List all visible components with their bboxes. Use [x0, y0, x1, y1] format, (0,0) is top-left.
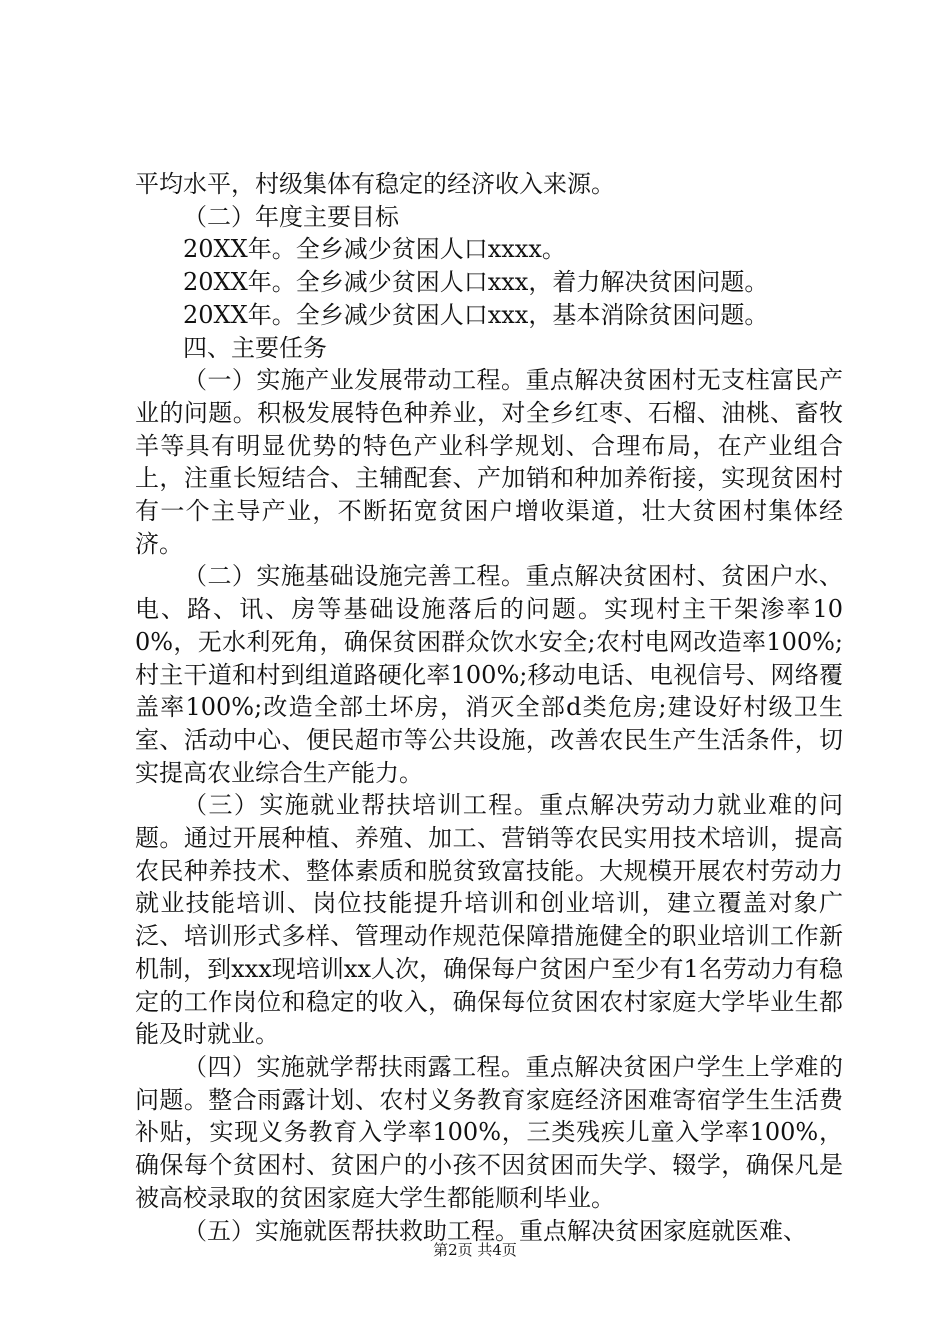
paragraph-medical-support-project: （五）实施就医帮扶救助工程。重点解决贫困家庭就医难、 — [183, 1216, 807, 1245]
document-body — [135, 168, 843, 1247]
paragraph-infrastructure-project: （二）实施基础设施完善工程。重点解决贫困村、贫困户水、电、路、讯、房等基础设施落后的问题。实现村主干架渗率100%，无水利死角，确保贫困群众饮水安全;农村电网改造率100%;村主干道和村到组道路硬化率100%;移动电话、电视信号、网络覆盖率100%;改造全部土坏房，消灭全部d类危房;建设好村级卫生室、活动中心、便民超市等公共设施，改善农民生产生活条件，切实提高农业综合生产能力。 — [135, 562, 843, 787]
goal-item-1: 20XX年。全乡减少贫困人口xxxx。 — [183, 235, 566, 264]
page-number-footer: 第2页 共4页 — [433, 1241, 517, 1259]
section-heading-annual-goals: （二）年度主要目标 — [183, 202, 399, 231]
section-heading-main-tasks: 四、主要任务 — [183, 333, 327, 362]
goal-item-2: 20XX年。全乡减少贫困人口xxx，着力解决贫困问题。 — [183, 268, 769, 297]
paragraph-industry-project: （一）实施产业发展带动工程。重点解决贫困村无支柱富民产业的问题。积极发展特色种养业，对全乡红枣、石榴、油桃、畜牧羊等具有明显优势的特色产业科学规划、合理布局，在产业组合上，注重长短结合、主辅配套、产加销和种加养衔接，实现贫困村有一个主导产业，不断拓宽贫困户增收渠道，壮大贫困村集体经济。 — [135, 366, 843, 558]
paragraph-employment-training-project: （三）实施就业帮扶培训工程。重点解决劳动力就业难的问题。通过开展种植、养殖、加工、营销等农民实用技术培训，提高农民种养技术、整体素质和脱贫致富技能。大规模开展农村劳动力就业技能培训、岗位技能提升培训和创业培训，建立覆盖对象广泛、培训形式多样、管理动作规范保障措施健全的职业培训工作新机制，到xxx现培训xx人次，确保每户贫困户至少有1名劳动力有稳定的工作岗位和稳定的收入，确保每位贫困农村家庭大学毕业生都能及时就业。 — [135, 791, 843, 1049]
paragraph-education-support-project: （四）实施就学帮扶雨露工程。重点解决贫困户学生上学难的问题。整合雨露计划、农村义务教育家庭经济困难寄宿学生生活费补贴，实现义务教育入学率100%，三类残疾儿童入学率100%，确保每个贫困村、贫困户的小孩不因贫困而失学、辍学，确保凡是被高校录取的贫困家庭大学生都能顺利毕业。 — [135, 1052, 843, 1212]
goal-item-3: 20XX年。全乡减少贫困人口xxx，基本消除贫困问题。 — [183, 300, 769, 329]
paragraph-continuation: 平均水平，村级集体有稳定的经济收入来源。 — [135, 170, 615, 198]
